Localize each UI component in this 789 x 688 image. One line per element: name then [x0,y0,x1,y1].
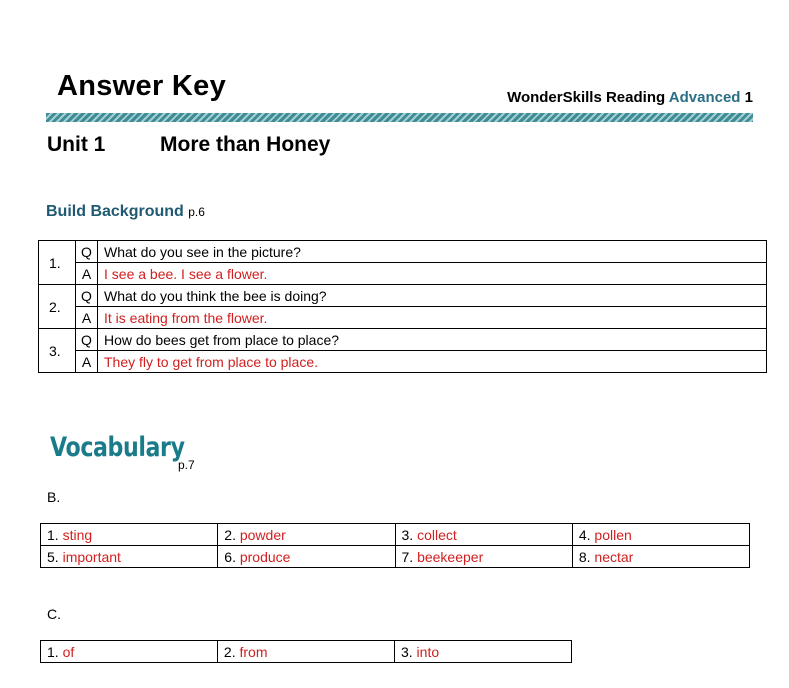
table-cell [218,524,395,546]
cell-word: powder [239,526,286,543]
cell-word: of [62,643,75,660]
table-cell [572,524,749,546]
q-letter: Q [76,285,98,307]
table-row [39,351,767,373]
section-b-label: B. [47,489,61,505]
build-background-title: Build Background [46,203,184,220]
cell-word: important [62,548,121,565]
unit-title: More than Honey [160,133,331,156]
series-name [507,89,753,106]
cell-number: 2. [224,526,236,543]
table-cell [394,641,571,663]
cell-number: 8. [578,548,591,565]
build-background-table [38,240,767,373]
answer-text: It is eating from the flower. [98,307,767,329]
build-background-page: p.6 [188,205,205,219]
table-row [39,329,767,351]
series-prefix: WonderSkills Reading [507,89,666,106]
series-level: Advanced [668,89,741,106]
table-row [39,263,767,285]
series-number: 1 [744,89,753,106]
vocab-c-table [40,640,572,663]
cell-number: 1. [47,526,59,543]
table-cell [572,546,749,568]
cell-number: 6. [224,548,236,565]
cell-word: from [239,643,268,660]
cell-word: beekeeper [417,548,484,565]
vocabulary-heading: Vocabulary [50,432,185,463]
table-cell [217,641,394,663]
cell-word: collect [417,526,457,543]
cell-word: nectar [594,548,634,565]
answer-text: They fly to get from place to place. [98,351,767,373]
question-text: How do bees get from place to place? [98,329,767,351]
item-number: 3. [39,329,76,373]
cell-word: into [416,643,440,660]
cell-word: sting [62,526,93,543]
vocab-b-table [40,523,750,568]
table-cell [41,641,218,663]
answer-text: I see a bee. I see a flower. [98,263,767,285]
unit-label: Unit 1 [47,133,106,156]
cell-number: 5. [47,548,59,565]
table-row [41,524,750,546]
table-row [39,307,767,329]
item-number: 1. [39,241,76,285]
a-letter: A [76,351,98,373]
q-letter: Q [76,329,98,351]
vocabulary-page: p.7 [178,458,195,472]
table-cell [218,546,395,568]
cell-number: 3. [400,643,413,660]
q-letter: Q [76,241,98,263]
question-text: What do you think the bee is doing? [98,285,767,307]
cell-number: 3. [401,526,414,543]
cell-word: produce [239,548,291,565]
header-divider [46,113,753,122]
table-row [39,241,767,263]
a-letter: A [76,263,98,285]
question-text: What do you see in the picture? [98,241,767,263]
cell-number: 1. [47,643,59,660]
section-c-label: C. [47,606,61,622]
table-cell [395,546,572,568]
build-background-heading [46,203,205,221]
page-title: Answer Key [57,70,227,102]
table-cell [41,546,218,568]
cell-number: 7. [401,548,414,565]
table-row [41,641,572,663]
a-letter: A [76,307,98,329]
table-row [41,546,750,568]
table-cell [395,524,572,546]
table-cell [41,524,218,546]
cell-word: pollen [594,526,632,543]
cell-number: 2. [223,643,236,660]
cell-number: 4. [578,526,591,543]
table-row [39,285,767,307]
item-number: 2. [39,285,76,329]
